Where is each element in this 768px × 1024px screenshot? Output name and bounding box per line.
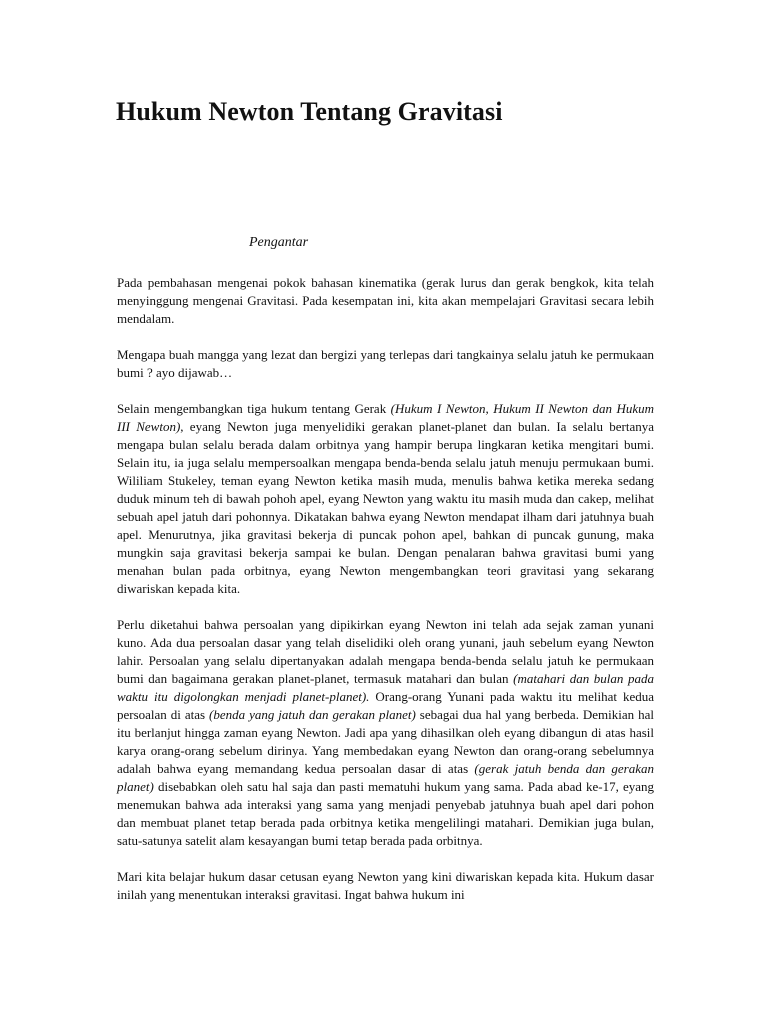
italic-phrase: (gerak jatuh benda dan gerakan planet) <box>117 761 654 794</box>
section-heading-pengantar: Pengantar <box>249 235 309 250</box>
document-body <box>117 274 654 922</box>
body-paragraph <box>117 616 654 850</box>
body-paragraph <box>117 346 654 382</box>
text-run: Mengapa buah mangga yang lezat dan bergizi yang terlepas dari tangkainya selalu jatuh ke permukaan bumi ? ayo dijawab… <box>117 347 654 380</box>
italic-phrase: (benda yang jatuh dan gerakan planet) <box>209 707 416 722</box>
text-run: Perlu diketahui bahwa persoalan yang dipikirkan eyang Newton ini telah ada sejak zaman yunani kuno. Ada dua persoalan dasar yang telah diselidiki oleh orang yunani, jauh sebelum eyang Newton lahir. Persoalan yang selalu dipertanyakan adalah mengapa benda-benda selalu jatuh ke permukaan bumi dan bagaimana gerakan planet-planet, termasuk matahari dan bulan <box>117 617 654 686</box>
document-title: Hukum Newton Tentang Gravitasi <box>116 97 503 126</box>
text-run: sebagai dua hal yang berbeda. Demikian hal itu berlanjut hingga zaman eyang Newton. Jadi apa yang dihasilkan oleh eyang dibangun di atas hasil karya orang-orang sebelum dirinya. Yang membedakan eyang Newton dan orang-orang sebelumnya adalah bahwa eyang memandang kedua persoalan dasar di atas <box>117 707 655 776</box>
body-paragraph <box>117 400 654 598</box>
text-run: disebabkan oleh satu hal saja dan pasti mematuhi hukum yang sama. Pada abad ke-17, eyang menemukan bahwa ada interaksi yang sama yang menjadi penyebab jatuhnya buah apel dari pohon dan membuat planet tetap berada pada orbitnya ketika mengelilingi matahari. Demikian juga bulan, satu-satunya satelit alam kesayangan bumi tetap berada pada orbitnya. <box>117 779 654 848</box>
text-run: Mari kita belajar hukum dasar cetusan eyang Newton yang kini diwariskan kepada kita. Hukum dasar inilah yang menentukan interaksi gravitasi. Ingat bahwa hukum ini <box>117 869 654 902</box>
text-run: Pada pembahasan mengenai pokok bahasan kinematika (gerak lurus dan gerak bengkok, kita telah menyinggung mengenai Gravitasi. Pada kesempatan ini, kita akan mempelajari Gravitasi secara lebih mendalam. <box>117 275 654 326</box>
text-run: Orang-orang Yunani pada waktu itu melihat kedua persoalan di atas <box>117 689 654 722</box>
body-paragraph <box>117 868 654 904</box>
italic-phrase: (Hukum I Newton, Hukum II Newton dan Hukum III Newton) <box>117 401 654 434</box>
italic-phrase: (matahari dan bulan pada waktu itu digolongkan menjadi planet-planet). <box>117 671 654 704</box>
text-run: Selain mengembangkan tiga hukum tentang Gerak <box>117 401 391 416</box>
text-run: , eyang Newton juga menyelidiki gerakan planet-planet dan bulan. Ia selalu bertanya mengapa bulan selalu berada dalam orbitnya yang hampir berupa lingkaran ketika mengitari bumi. Selain itu, ia juga selalu mempersoalkan mengapa benda-benda selalu jatuh menuju permukaan bumi. Wililiam Stukeley, teman eyang Newton ketika masih muda, menulis bahwa ketika mereka sedang duduk minum teh di bawah pohoh apel, eyang Newton yang waktu itu masih muda dan cakep, melihat sebuah apel jatuh dari pohonnya. Dikatakan bahwa eyang Newton mendapat ilham dari jatuhnya buah apel. Menurutnya, jika gravitasi bekerja di puncak pohon apel, bahkan di puncak gunung, maka mungkin saja gravitasi bekerja sampai ke bulan. Dengan penalaran bahwa gravitasi bumi yang menahan bulan pada orbitnya, eyang Newton mengembangkan teori gravitasi yang sekarang diwariskan kepada kita. <box>117 419 655 596</box>
body-paragraph <box>117 274 654 328</box>
